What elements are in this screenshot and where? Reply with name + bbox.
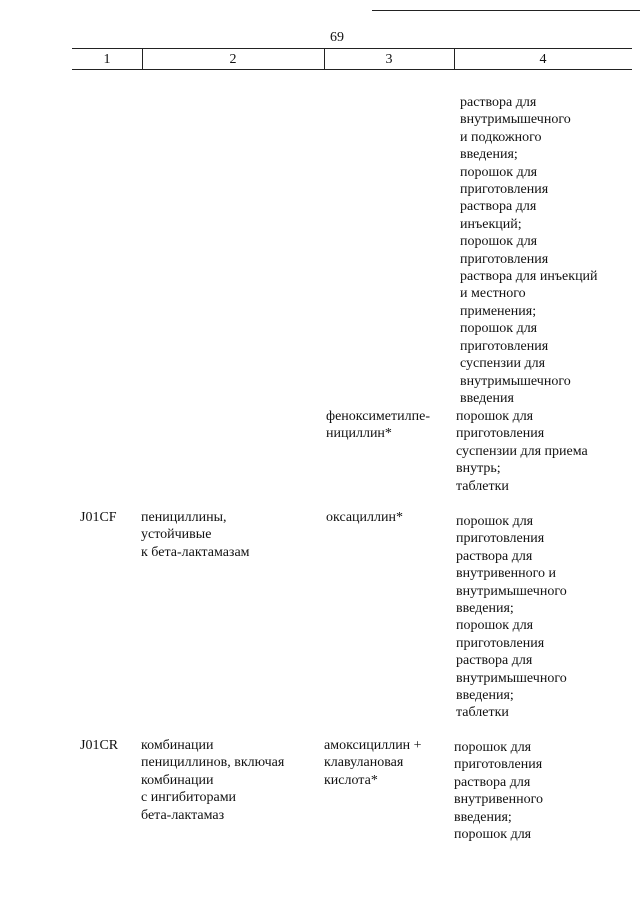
dosage-forms: порошок для приготовления раствора для внутривенного введения; порошок для <box>454 740 544 843</box>
page-number: 69 <box>330 30 344 45</box>
drug-name: амоксициллин + клавулановая кислота* <box>324 738 422 788</box>
page-top-rule <box>372 10 640 11</box>
atc-code: J01CR <box>80 738 119 753</box>
column-header-1: 1 <box>103 52 111 67</box>
table-column-header <box>72 48 632 70</box>
column-header-4: 4 <box>539 52 547 67</box>
atc-group-name: комбинации пенициллинов, включая комбинации с ингибиторами бета-лактамаз <box>141 738 285 823</box>
continued-dosage-forms: раствора для внутримышечного и подкожного введения; порошок для приготовления раствора для инъекций; порошок для приготовления раствора для инъекций и местного применения; порошок для приготовления суспензии для внутримышечного введения <box>460 95 598 406</box>
column-header-3: 3 <box>385 52 393 67</box>
drug-name: оксациллин* <box>326 510 403 525</box>
dosage-forms: порошок для приготовления раствора для внутривенного и внутримышечного введения; порошок для приготовления раствора для внутримышечного введения; таблетки <box>456 514 567 721</box>
drug-name: феноксиметилпе- нициллин* <box>326 409 430 442</box>
column-header-2: 2 <box>229 52 237 67</box>
atc-code: J01CF <box>80 510 117 525</box>
dosage-forms: порошок для приготовления суспензии для приема внутрь; таблетки <box>456 409 588 494</box>
atc-group-name: пенициллины, устойчивые к бета-лактамазам <box>141 510 250 560</box>
